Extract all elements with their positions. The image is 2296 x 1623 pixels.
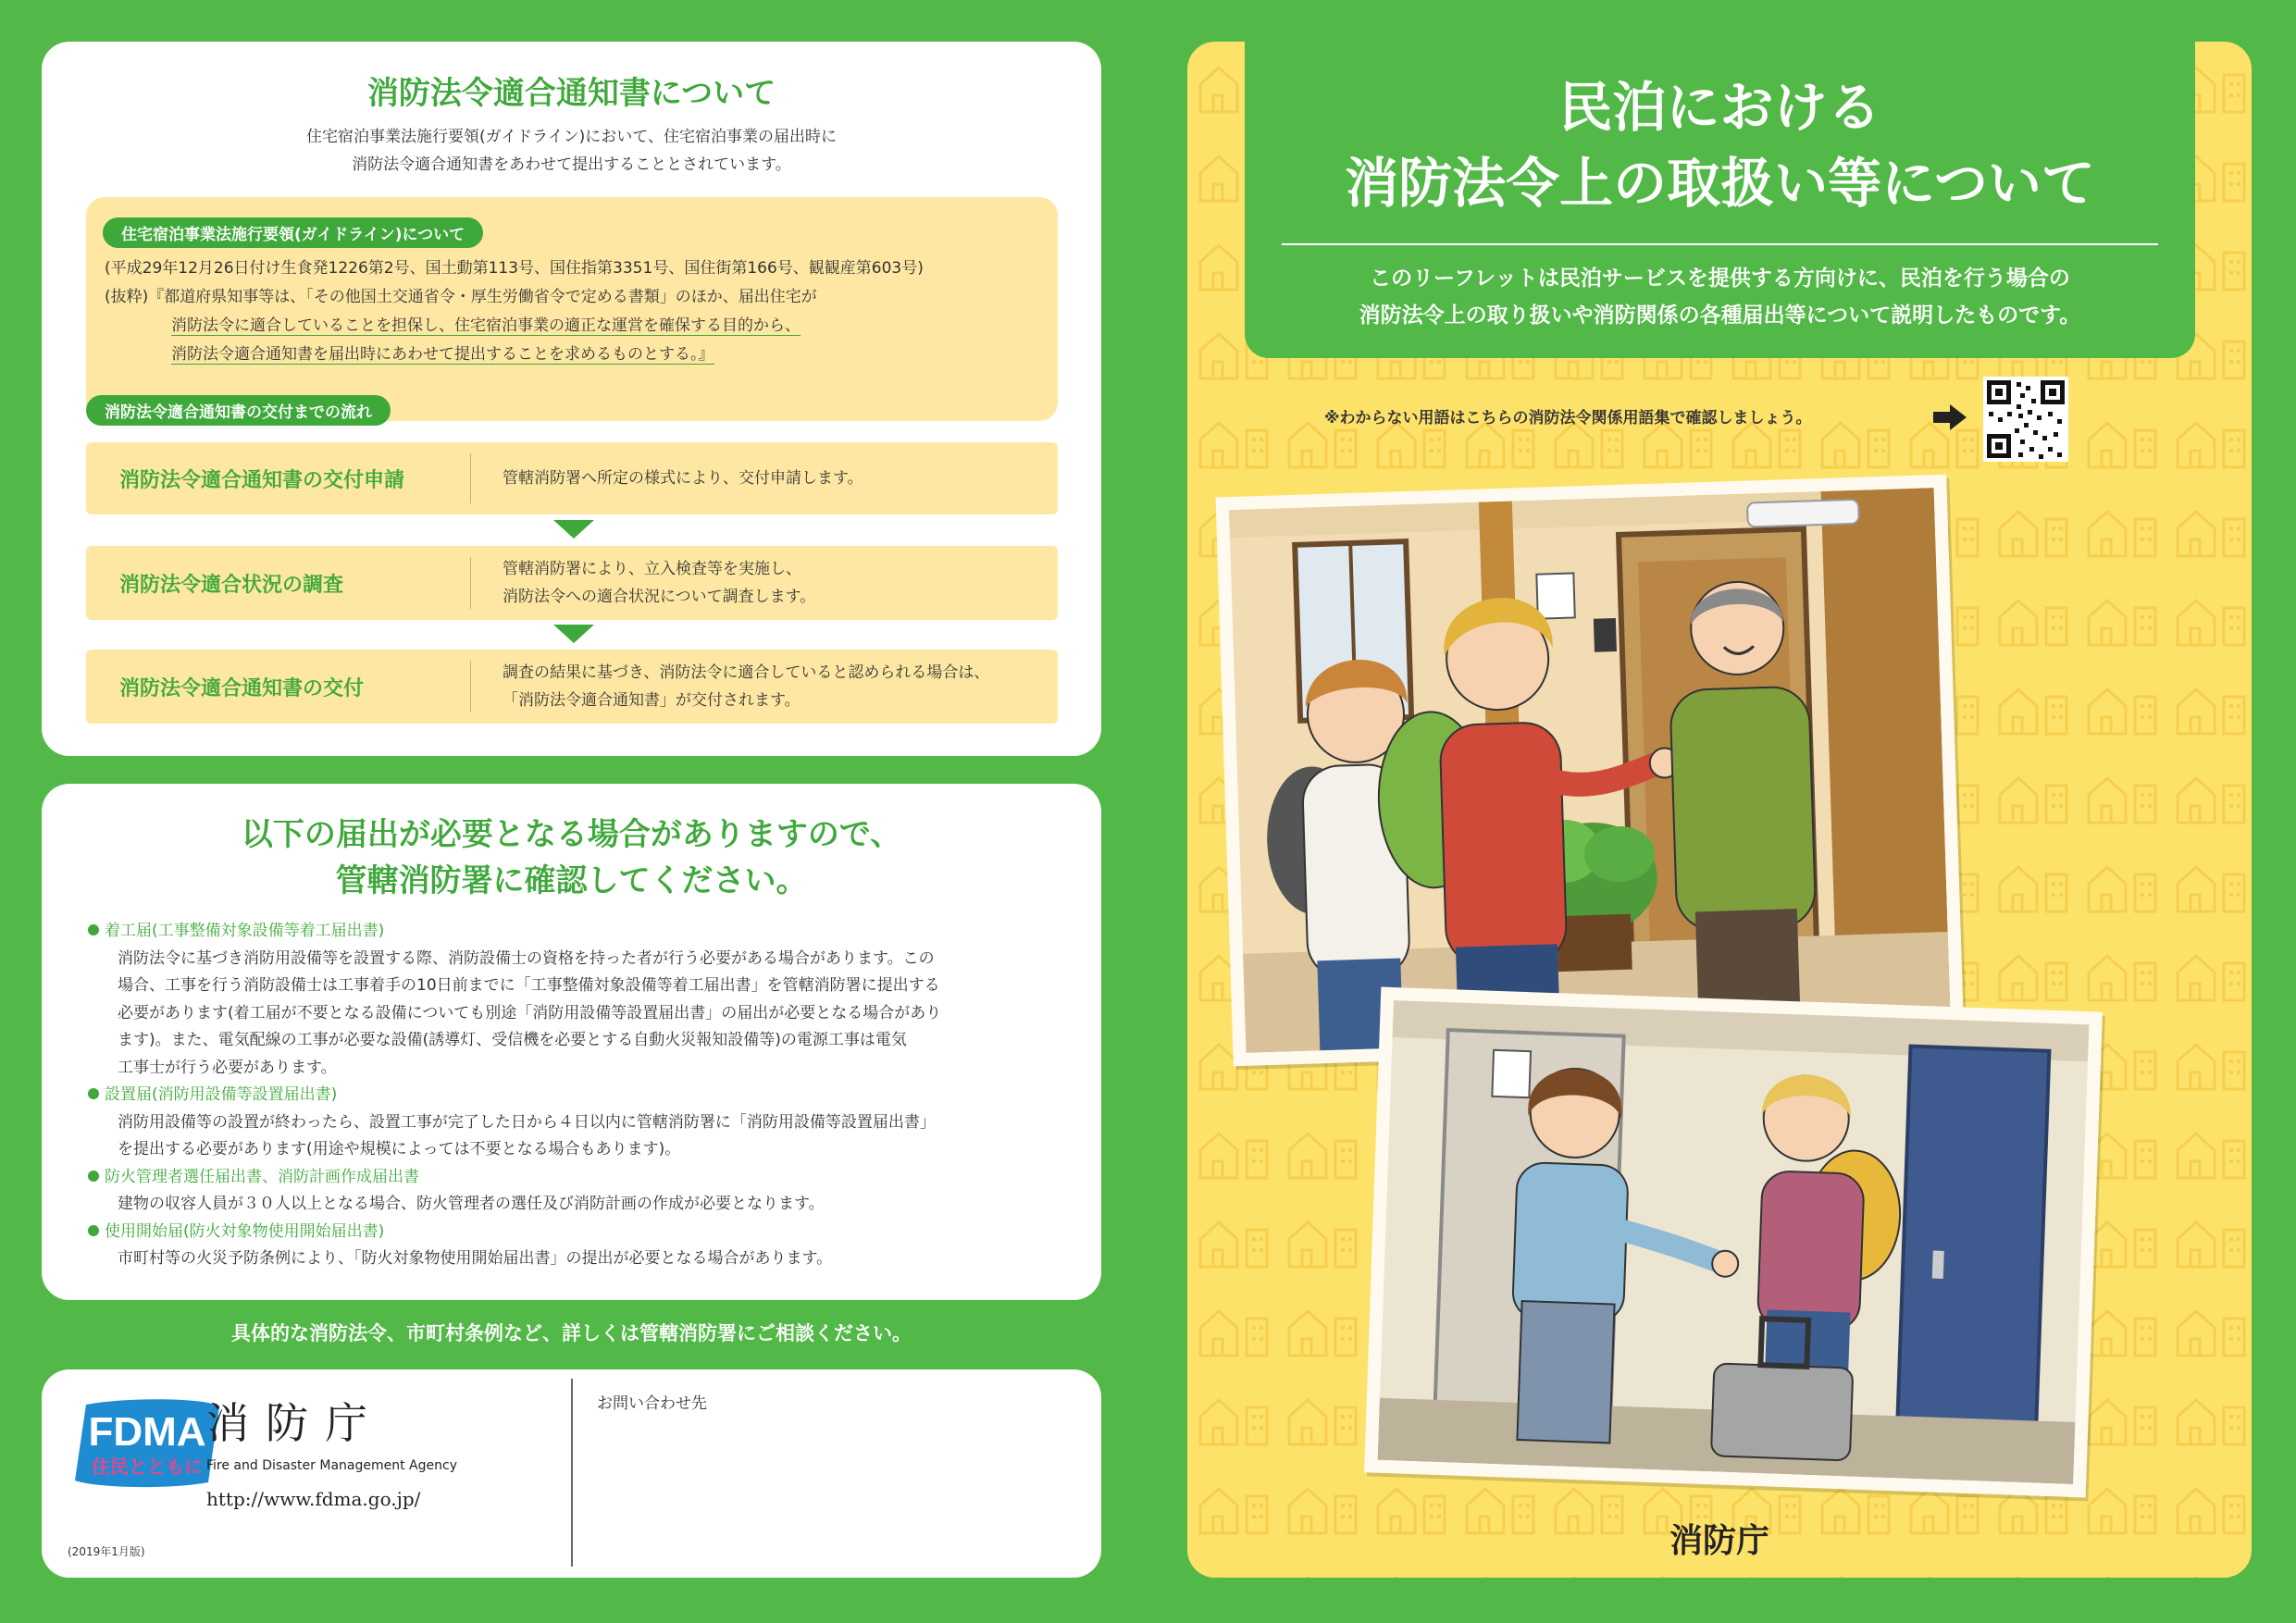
cover-title-line: 民泊における [1558,76,1881,139]
flow-step-divider [470,453,471,503]
fdma-logo-icon [68,1397,227,1490]
arrow-right-icon [1933,404,1967,430]
guideline-text [105,254,1039,369]
filings-title-line: 管轄消防署に確認してください。 [335,862,808,899]
flow-step-text [503,546,815,620]
notice-intro [42,123,1101,179]
filing-body-line: ます)。また、電気配線の工事が必要な設備(誘導灯、受信機を必要とする自動火災報知設備等)の電源工事は電気 [118,1031,907,1049]
cover-title-line: 消防法令上の取扱い等について [1345,152,2095,215]
flow-step-label: 消防法令適合通知書の交付申請 [119,468,405,492]
flow-step-text [503,442,863,514]
flow-arrow-icon [553,520,594,539]
svg-text:住民とともに: 住民とともに [92,1456,203,1478]
guideline-excerpt-line: (抜粋)『都道府県知事等は、「その他国土交通省令・厚生労働省令で定める書類」のほか、届出住宅が [105,288,817,306]
agency-name: 消防庁 [206,1398,384,1448]
flow-arrow-icon [553,625,594,643]
filing-body-line: 消防法令に基づき消防用設備等を設置する際、消防設備士の資格を持った者が行う必要がある場合があります。この [118,948,935,968]
flow-step [86,546,1058,620]
flow-step-line: 消防法令への適合状況について調査します。 [503,588,816,606]
filing-body-line: 消防用設備等の設置が終わったら、設置工事が完了した日から４日以内に管轄消防署に「消防用設備等設置届出書」 [118,1112,936,1132]
filing-body-line: 場合、工事を行う消防設備士は工事着手の10日前までに「工事整備対象設備等着工届出書」を管轄消防署に提出する [118,976,940,995]
flow-step-divider [470,661,471,712]
filing-heading: 使用開始届(防火対象物使用開始届出書) [88,1219,1064,1246]
cover-subtitle [1245,260,2195,334]
notice-card [42,42,1101,756]
cover-subtitle-line: 消防法令上の取り扱いや消防関係の各種届出等について説明したものです。 [1359,304,2081,328]
cover-panel [1187,42,2252,1578]
agency-english-name: Fire and Disaster Management Agency [206,1458,457,1473]
host-greeting-illustration [1229,488,1951,1053]
hallway-welcome-illustration [1378,1000,2090,1484]
bullet-icon [88,1171,99,1182]
flow-label: 消防法令適合通知書の交付までの流れ [86,395,391,426]
filing-body-line: 建物の収容人員が３０人以上となる場合、防火管理者の選任及び消防計画の作成が必要となります。 [118,1195,825,1213]
flow-step-label: 消防法令適合通知書の交付 [119,676,365,700]
filing-heading: 防火管理者選任届出書、消防計画作成届出書 [88,1164,1064,1192]
flow-step-line: 管轄消防署により、立入検査等を実施し、 [503,560,801,578]
guideline-label: 住宅宿泊事業法施行要領(ガイドライン)について [103,217,483,248]
notice-title: 消防法令適合通知書について [366,75,776,112]
agency-url-link[interactable]: http://www.fdma.go.jp/ [206,1488,421,1510]
flow-step [86,650,1058,724]
bullet-icon [88,1225,99,1236]
contact-label: お問い合わせ先 [597,1394,707,1413]
svg-text:FDMA: FDMA [88,1409,206,1455]
illustration-host-greeting [1216,475,1965,1067]
glossary-note: ※わからない用語はこちらの消防法令関係用語集で確認しましょう。 [1324,409,1812,427]
flow-step [86,442,1058,514]
footer-card [42,1369,1101,1578]
guideline-box [86,197,1058,421]
filing-body-line: を提出する必要があります(用途や規模によっては不要となる場合もあります)。 [118,1140,681,1158]
cover-title [1245,69,2195,221]
filings-title [42,812,1101,904]
flow-step-line: 調査の結果に基づき、消防法令に適合していると認められる場合は、 [503,663,990,682]
filings-list [88,918,1064,1273]
guideline-ref: (平成29年12月26日付け生食発1226第2号、国土動第113号、国住指第3351号、国住街第166号、観観産第603号) [105,259,924,278]
cover-subtitle-line: このリーフレットは民泊サービスを提供する方向けに、民泊を行う場合の [1370,266,2070,291]
filings-title-line: 以下の届出が必要となる場合がありますので、 [241,816,902,853]
flow-step-line: 管轄消防署へ所定の様式により、交付申請します。 [503,469,863,488]
consult-note: 具体的な消防法令、市町村条例など、詳しくは管轄消防署にご相談ください。 [231,1322,912,1344]
notice-intro-line: 消防法令適合通知書をあわせて提出することとされています。 [352,155,791,174]
filing-body-line: 必要があります(着工届が不要となる設備についても別途「消防用設備等設置届出書」の届出が必要となる場合があり [118,1003,942,1022]
bullet-icon [88,924,99,935]
notice-intro-line: 住宅宿泊事業法施行要領(ガイドライン)において、住宅宿泊事業の届出時に [306,128,837,146]
flow-step-text [503,650,989,724]
filings-card [42,784,1101,1300]
flow-step-line: 「消防法令適合通知書」が交付されます。 [503,691,800,710]
filing-heading: 着工届(工事整備対象設備等着工届出書) [88,918,1064,946]
cover-title-rule [1282,243,2158,245]
edition-note: (2019年1月版) [68,1545,145,1558]
flow-step-divider [470,557,471,609]
qr-code-icon[interactable] [1983,377,2068,462]
cover-title-box [1245,42,2195,358]
guideline-excerpt-line: 消防法令に適合していることを担保し、住宅宿泊事業の適正な運営を確保する目的から、 [171,316,800,335]
filing-heading: 設置届(消防用設備等設置届出書) [88,1082,1064,1109]
illustration-hallway-welcome [1364,987,2103,1498]
filing-body-line: 工事士が行う必要があります。 [118,1058,337,1077]
guideline-excerpt-line: 消防法令適合通知書を届出時にあわせて提出することを求めるものとする。』 [171,345,714,364]
cover-agency-name: 消防庁 [1669,1522,1769,1560]
filing-body-line: 市町村等の火災予防条例により、「防火対象物使用開始届出書」の提出が必要となる場合があります。 [118,1249,833,1268]
flow-step-label: 消防法令適合状況の調査 [119,573,344,597]
footer-divider [571,1379,573,1567]
bullet-icon [88,1088,99,1099]
